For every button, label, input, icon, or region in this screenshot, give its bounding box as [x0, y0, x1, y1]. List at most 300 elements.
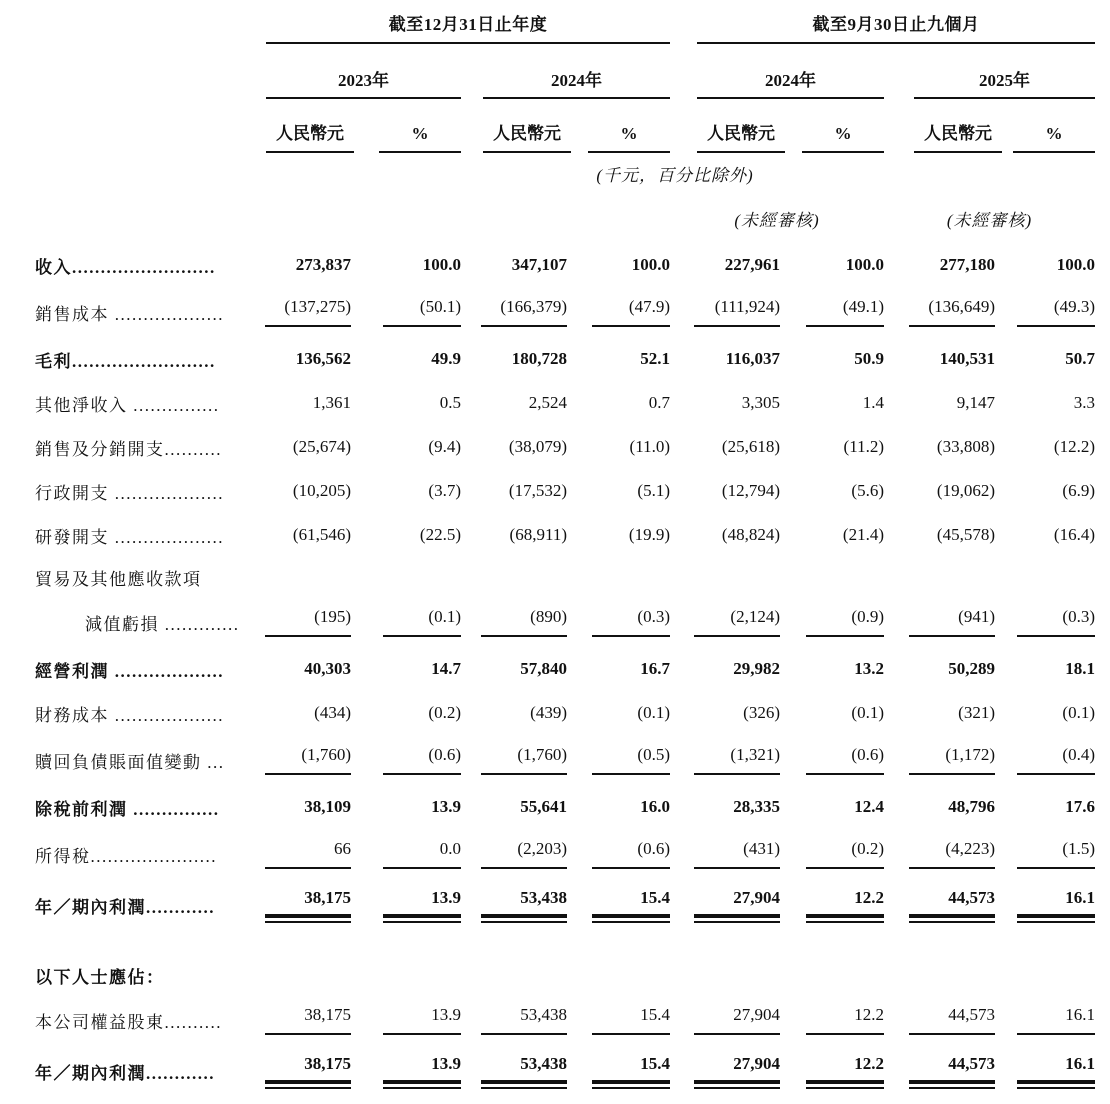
double-rule-thin — [694, 921, 780, 923]
cell-value: (0.6) — [428, 745, 461, 764]
double-rule-thin — [265, 921, 351, 923]
cell-amount — [461, 337, 567, 381]
year-label: 2024年 — [483, 66, 670, 99]
cell-value: 1,361 — [312, 393, 351, 412]
cell-value: (9.4) — [428, 437, 461, 456]
cell-percent — [351, 381, 461, 425]
table-row — [35, 513, 1095, 557]
cell-amount — [461, 691, 567, 735]
cell-amount — [255, 1045, 351, 1097]
period-group-row — [35, 8, 1095, 44]
cell-value: 227,961 — [724, 255, 780, 274]
double-rule-thick — [694, 1080, 780, 1084]
cell-value: 27,904 — [733, 887, 780, 907]
cell-amount — [461, 647, 567, 691]
label-column-spacer — [35, 44, 255, 99]
double-rule-thin — [592, 921, 670, 923]
table-header — [35, 8, 1095, 243]
cell-value: (0.9) — [851, 607, 884, 626]
subheader-row — [35, 99, 1095, 153]
cell-amount — [461, 597, 567, 647]
cell-value: (137,275) — [284, 297, 351, 316]
cell-percent — [780, 691, 884, 735]
unit-note-row — [35, 153, 1095, 193]
cell-value: 17.6 — [1065, 797, 1095, 816]
cell-amount — [884, 469, 995, 513]
cell-amount — [670, 691, 780, 735]
cell-percent — [780, 513, 884, 557]
cell-value: (49.1) — [842, 297, 884, 316]
cell-amount — [461, 513, 567, 557]
cell-value: 3,305 — [741, 393, 780, 412]
cell-value: (61,546) — [292, 525, 351, 544]
cell-percent — [567, 513, 670, 557]
cell-value: 13.9 — [431, 1053, 461, 1073]
cell-value: 49.9 — [431, 349, 461, 368]
cell-percent — [567, 1045, 670, 1097]
row-label: 銷售成本 ................... — [35, 304, 224, 324]
cell-percent — [567, 425, 670, 469]
cell-value: (0.1) — [1062, 703, 1095, 722]
percent-subheader-col — [995, 99, 1095, 153]
cell-value: (0.6) — [637, 839, 670, 858]
cell-percent — [995, 735, 1095, 785]
row-label: 減值虧損 ............. — [85, 614, 240, 634]
cell-value: 44,573 — [948, 1005, 995, 1024]
currency-subheader-col — [255, 99, 351, 153]
cell-amount — [670, 735, 780, 785]
cell-value: (33,808) — [936, 437, 995, 456]
cell-value: (5.1) — [637, 481, 670, 500]
cell-amount — [255, 469, 351, 513]
cell-percent — [351, 425, 461, 469]
row-label: 其他淨收入 ............... — [35, 395, 220, 415]
cell-percent — [780, 469, 884, 513]
cell-amount — [884, 287, 995, 337]
cell-percent — [780, 785, 884, 829]
cell-amount — [255, 513, 351, 557]
cell-value: 277,180 — [939, 255, 995, 274]
double-rule-thick — [481, 1080, 567, 1084]
cell-amount — [255, 647, 351, 691]
cell-value: (0.1) — [851, 703, 884, 722]
year-header-row — [35, 44, 1095, 99]
row-label: 贖回負債賬面值變動 ... — [35, 752, 225, 772]
cell-value: (0.4) — [1062, 745, 1095, 764]
cell-amount — [670, 879, 780, 931]
row-label: 以下人士應佔： — [35, 967, 165, 987]
cell-amount — [884, 785, 995, 829]
cell-amount — [670, 425, 780, 469]
cell-value: 50.9 — [854, 349, 884, 368]
cell-percent — [995, 469, 1095, 513]
row-label: 研發開支 ................... — [35, 527, 224, 547]
row-label: 收入......................... — [35, 257, 216, 277]
spacer-row — [35, 931, 1095, 955]
percent-subheader-col — [780, 99, 884, 153]
year-header-2024 — [461, 44, 670, 99]
unit-note: (千元，百分比除外) — [596, 165, 754, 185]
table-row — [35, 829, 1095, 879]
table-row — [35, 337, 1095, 381]
cell-amount — [884, 735, 995, 785]
cell-amount — [461, 879, 567, 931]
cell-value: 15.4 — [640, 887, 670, 907]
cell-amount — [884, 829, 995, 879]
currency-subheader: 人民幣元 — [697, 119, 785, 153]
cell-value: (2,124) — [730, 607, 780, 626]
percent-subheader: % — [588, 124, 670, 153]
cell-percent — [351, 735, 461, 785]
cell-percent — [995, 829, 1095, 879]
cell-percent — [780, 287, 884, 337]
double-rule-thin — [694, 1087, 780, 1089]
cell-amount — [884, 879, 995, 931]
year-label: 2025年 — [914, 66, 1095, 99]
double-rule-thick — [909, 1080, 995, 1084]
cell-percent — [351, 243, 461, 287]
cell-value: 29,982 — [733, 659, 780, 678]
cell-value: 28,335 — [733, 797, 780, 816]
percent-subheader: % — [379, 124, 461, 153]
cell-value: 53,438 — [520, 1005, 567, 1024]
cell-amount — [670, 381, 780, 425]
cell-percent — [567, 785, 670, 829]
cell-percent — [567, 735, 670, 785]
cell-value: (47.9) — [628, 297, 670, 316]
double-rule-thick — [592, 1080, 670, 1084]
table-row — [35, 647, 1095, 691]
cell-amount — [255, 735, 351, 785]
cell-value: (38,079) — [508, 437, 567, 456]
cell-value: 100.0 — [1056, 255, 1095, 274]
cell-value: 38,175 — [304, 1053, 351, 1073]
cell-value: (434) — [314, 703, 351, 722]
cell-amount — [884, 1045, 995, 1097]
double-rule-thin — [1017, 921, 1095, 923]
cell-amount — [255, 597, 351, 647]
cell-value: (11.0) — [629, 437, 670, 456]
cell-value: 14.7 — [431, 659, 461, 678]
table-row — [35, 691, 1095, 735]
currency-subheader-col — [884, 99, 995, 153]
cell-value: 38,109 — [304, 797, 351, 816]
cell-percent — [567, 691, 670, 735]
label-column-spacer — [35, 99, 255, 153]
cell-value: 53,438 — [520, 1053, 567, 1073]
cell-value: 13.2 — [854, 659, 884, 678]
cell-amount — [884, 337, 995, 381]
cell-value: 13.9 — [431, 1005, 461, 1024]
double-rule-thin — [1017, 1087, 1095, 1089]
unaudited-note-row — [35, 193, 1095, 243]
cell-value: 15.4 — [640, 1053, 670, 1073]
cell-percent — [995, 691, 1095, 735]
cell-value: 18.1 — [1065, 659, 1095, 678]
double-rule-thin — [265, 1087, 351, 1089]
cell-value: (0.5) — [637, 745, 670, 764]
percent-subheader-col — [351, 99, 461, 153]
cell-value: 16.7 — [640, 659, 670, 678]
cell-value: 66 — [334, 839, 351, 858]
double-rule-thin — [383, 921, 461, 923]
double-rule-thick — [1017, 1080, 1095, 1084]
cell-percent — [567, 287, 670, 337]
cell-amount — [670, 243, 780, 287]
cell-percent — [351, 995, 461, 1045]
cell-value: 136,562 — [295, 349, 351, 368]
year-header-2025-9m — [884, 44, 1095, 99]
cell-percent — [780, 879, 884, 931]
cell-percent — [567, 647, 670, 691]
double-rule-thin — [481, 921, 567, 923]
cell-value: 16.0 — [640, 797, 670, 816]
double-rule-thick — [265, 914, 351, 918]
double-rule-thick — [806, 1080, 884, 1084]
unaudited-note-spacer — [255, 193, 670, 243]
period-group-label: 截至12月31日止年度 — [266, 10, 670, 44]
cell-value: (1.5) — [1062, 839, 1095, 858]
label-column-spacer — [35, 193, 255, 243]
cell-value: 100.0 — [845, 255, 884, 274]
cell-value: (17,532) — [508, 481, 567, 500]
cell-amount — [670, 597, 780, 647]
cell-amount — [461, 829, 567, 879]
year-label: 2024年 — [697, 66, 884, 99]
cell-value: 40,303 — [304, 659, 351, 678]
table-row — [35, 995, 1095, 1045]
cell-value: 12.2 — [854, 1005, 884, 1024]
cell-value: 16.1 — [1065, 1053, 1095, 1073]
cell-value: 50.7 — [1065, 349, 1095, 368]
row-label: 年／期內利潤............ — [35, 1063, 215, 1083]
double-rule-thin — [909, 1087, 995, 1089]
cell-value: 100.0 — [422, 255, 461, 274]
cell-percent — [567, 381, 670, 425]
double-rule-thick — [481, 914, 567, 918]
cell-percent — [780, 647, 884, 691]
cell-amount — [255, 691, 351, 735]
currency-subheader: 人民幣元 — [483, 119, 571, 153]
cell-percent — [780, 243, 884, 287]
cell-value: 12.4 — [854, 797, 884, 816]
cell-percent — [995, 1045, 1095, 1097]
cell-amount — [670, 1045, 780, 1097]
cell-value: 3.3 — [1073, 393, 1095, 412]
cell-percent — [995, 243, 1095, 287]
cell-percent — [780, 829, 884, 879]
cell-amount — [670, 829, 780, 879]
table-row — [35, 287, 1095, 337]
cell-value: (19,062) — [936, 481, 995, 500]
cell-percent — [780, 1045, 884, 1097]
unaudited-note: (未經審核) — [946, 210, 1033, 230]
cell-percent — [780, 425, 884, 469]
cell-value: 273,837 — [295, 255, 351, 274]
table-row — [35, 735, 1095, 785]
year-header-2024-9m — [670, 44, 884, 99]
row-label: 所得稅...................... — [35, 846, 217, 866]
cell-amount — [461, 1045, 567, 1097]
cell-percent — [567, 995, 670, 1045]
row-label: 貿易及其他應收款項 — [35, 569, 202, 589]
double-rule-thin — [481, 1087, 567, 1089]
cell-percent — [780, 381, 884, 425]
cell-value: (12.2) — [1053, 437, 1095, 456]
cell-percent — [351, 597, 461, 647]
cell-percent — [780, 735, 884, 785]
double-rule-thick — [592, 914, 670, 918]
cell-percent — [351, 879, 461, 931]
cell-amount — [670, 785, 780, 829]
cell-percent — [351, 469, 461, 513]
cell-value: 180,728 — [511, 349, 567, 368]
table-body — [35, 243, 1095, 1097]
cell-percent — [995, 287, 1095, 337]
cell-percent — [567, 337, 670, 381]
unaudited-note: (未經審核) — [734, 210, 820, 230]
cell-value: (25,618) — [721, 437, 780, 456]
cell-amount — [255, 879, 351, 931]
cell-amount — [670, 513, 780, 557]
cell-value: 38,175 — [304, 887, 351, 907]
label-column-spacer — [35, 153, 255, 193]
cell-percent — [351, 513, 461, 557]
cell-percent — [351, 785, 461, 829]
cell-value: 50,289 — [948, 659, 995, 678]
cell-value: (2,203) — [517, 839, 567, 858]
double-rule-thick — [806, 914, 884, 918]
cell-value: (19.9) — [628, 525, 670, 544]
table-row — [35, 425, 1095, 469]
cell-percent — [567, 469, 670, 513]
cell-value: (195) — [314, 607, 351, 626]
cell-value: (0.2) — [851, 839, 884, 858]
double-rule-thick — [1017, 914, 1095, 918]
row-label: 除稅前利潤 ............... — [35, 799, 220, 819]
cell-amount — [884, 647, 995, 691]
cell-amount — [461, 785, 567, 829]
cell-value: (166,379) — [500, 297, 567, 316]
cell-amount — [255, 995, 351, 1045]
cell-value: (0.3) — [637, 607, 670, 626]
cell-value: (22.5) — [419, 525, 461, 544]
cell-amount — [884, 597, 995, 647]
cell-value: 9,147 — [956, 393, 995, 412]
cell-percent — [780, 995, 884, 1045]
double-rule-thin — [592, 1087, 670, 1089]
cell-amount — [670, 469, 780, 513]
cell-percent — [780, 337, 884, 381]
row-label: 財務成本 ................... — [35, 705, 224, 725]
table-row — [35, 557, 1095, 597]
cell-value: (0.1) — [428, 607, 461, 626]
cell-value: (326) — [743, 703, 780, 722]
cell-value: 100.0 — [631, 255, 670, 274]
cell-value: 2,524 — [528, 393, 567, 412]
double-rule-thick — [909, 914, 995, 918]
cell-percent — [995, 647, 1095, 691]
cell-amount — [255, 381, 351, 425]
cell-value: (12,794) — [721, 481, 780, 500]
table-row — [35, 381, 1095, 425]
cell-amount — [884, 243, 995, 287]
cell-value: 347,107 — [511, 255, 567, 274]
double-rule-thick — [265, 1080, 351, 1084]
cell-value: 27,904 — [733, 1053, 780, 1073]
cell-value: (1,321) — [730, 745, 780, 764]
cell-percent — [995, 513, 1095, 557]
period-group-annual — [255, 8, 670, 44]
cell-amount — [884, 691, 995, 735]
cell-percent — [995, 995, 1095, 1045]
empty-cells — [255, 955, 1095, 995]
cell-amount — [884, 995, 995, 1045]
cell-amount — [461, 995, 567, 1045]
row-label: 本公司權益股東.......... — [35, 1012, 222, 1032]
currency-subheader: 人民幣元 — [914, 119, 1002, 153]
cell-amount — [670, 647, 780, 691]
currency-subheader-col — [461, 99, 567, 153]
table-row — [35, 879, 1095, 931]
cell-value: (16.4) — [1053, 525, 1095, 544]
cell-value: (68,911) — [509, 525, 567, 544]
empty-cells — [255, 557, 1095, 597]
cell-percent — [351, 287, 461, 337]
financial-table — [35, 8, 1095, 1097]
cell-value: 12.2 — [854, 1053, 884, 1073]
cell-percent — [995, 879, 1095, 931]
cell-percent — [567, 829, 670, 879]
cell-value: 13.9 — [431, 797, 461, 816]
row-label: 行政開支 ................... — [35, 483, 224, 503]
table-row — [35, 597, 1095, 647]
cell-percent — [995, 425, 1095, 469]
cell-percent — [995, 337, 1095, 381]
double-rule-thin — [909, 921, 995, 923]
cell-value: (1,172) — [945, 745, 995, 764]
table-row — [35, 469, 1095, 513]
cell-value: 27,904 — [733, 1005, 780, 1024]
cell-value: 44,573 — [948, 1053, 995, 1073]
cell-amount — [255, 785, 351, 829]
cell-value: (136,649) — [928, 297, 995, 316]
table-row — [35, 1045, 1095, 1097]
cell-value: (6.9) — [1062, 481, 1095, 500]
cell-amount — [255, 243, 351, 287]
cell-amount — [255, 425, 351, 469]
year-label: 2023年 — [266, 66, 461, 99]
cell-value: 55,641 — [520, 797, 567, 816]
cell-amount — [884, 381, 995, 425]
cell-value: (439) — [530, 703, 567, 722]
period-group-label: 截至9月30日止九個月 — [697, 10, 1095, 44]
cell-value: 140,531 — [939, 349, 995, 368]
cell-value: 44,573 — [948, 887, 995, 907]
percent-subheader: % — [1013, 124, 1095, 153]
cell-percent — [567, 879, 670, 931]
cell-amount — [670, 287, 780, 337]
cell-value: (431) — [743, 839, 780, 858]
cell-amount — [884, 513, 995, 557]
table-row — [35, 785, 1095, 829]
cell-value: (890) — [530, 607, 567, 626]
cell-value: 116,037 — [725, 349, 780, 368]
cell-value: (0.2) — [428, 703, 461, 722]
percent-subheader: % — [802, 124, 884, 153]
cell-value: (5.6) — [851, 481, 884, 500]
cell-amount — [255, 829, 351, 879]
